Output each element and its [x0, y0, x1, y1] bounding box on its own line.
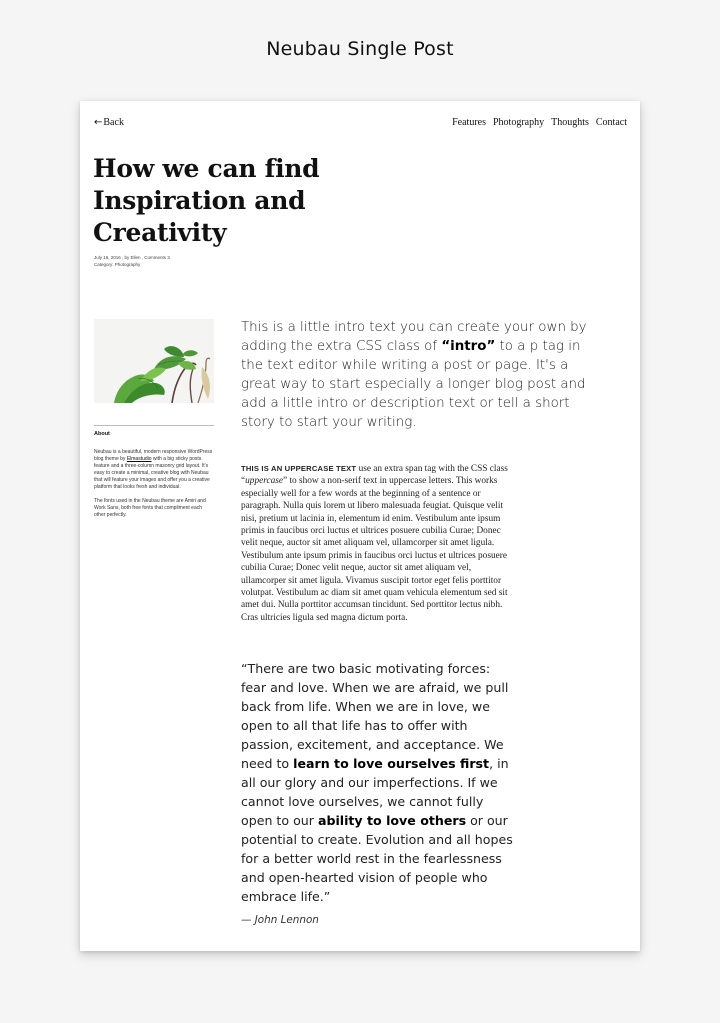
- nav-item-features[interactable]: Features: [452, 117, 486, 128]
- about-text: [94, 449, 214, 491]
- intro-text: This is a little intro text you can create your own by adding the extra CSS class of: [241, 320, 587, 354]
- body-paragraph: [241, 463, 513, 624]
- about-text-part: with a big sticky posts feature and a three-column masonry grid layout. It's easy to create a minimal, creative blog with Neubau that will feature your images and offer you a creative platform that looks fresh and individual.: [94, 456, 210, 490]
- body-text-part: ” to show a non-serif text in uppercase letters. This works especially well for a few words at the beginning of a sentence or paragraph. Nulla quis lorem ut libero malesuada feugiat. Quisque velit nisi, pretium ut lacinia in, elementum id enim. Vestibulum ante ipsum primis in faucibus orci luctus et ultrices posuere cubilia Curae; Donec velit neque, auctor sit amet aliquam vel, ullamcorper sit amet ligula. Vestibulum ante ipsum primis in faucibus orci luctus et ultrices posuere cubilia Curae; Donec velit neque, auctor sit amet aliquam vel, ullamcorper sit amet ligula. Vivamus suscipit tortor eget felis porttitor volutpat. Vestibulum ac diam sit amet quam vehicula elementum sed sit amet dui. Nulla porttitor accumsan tincidunt. Sed porttitor lectus nibh. Cras ultricies ligula sed magna dictum porta.: [241, 476, 508, 623]
- elmastudio-link[interactable]: Elmastudio: [126, 456, 152, 462]
- body-italic-text: uppercase: [245, 476, 284, 487]
- back-label: Back: [103, 117, 124, 128]
- uppercase-lead: THIS IS AN UPPERCASE TEXT: [241, 464, 357, 473]
- sidebar: [94, 319, 214, 519]
- quote-text: , in all our glory and our imperfections. If we cannot love ourselves, we cannot fully open to our: [241, 756, 509, 828]
- top-navigation-bar: [94, 117, 627, 131]
- about-text-part: Neubau is a beautiful, modern responsive WordPress blog theme by: [94, 449, 213, 462]
- intro-text: to a p tag in the text editor while writing a post or page. It's a great way to start especially a longer blog post and add a little intro or description text or tell a short story to start your writing.: [241, 339, 586, 430]
- post-title-line: How we can find: [93, 154, 320, 183]
- post-meta-date-author: July 16, 2016 , by Ellen , Comments 3: [94, 255, 170, 260]
- post-card: [80, 101, 640, 951]
- main-menu: [452, 117, 627, 128]
- fonts-text: The fonts used in the Neubau theme are Amiri and Work Sans, both free fonts that compliment each other perfectly.: [94, 498, 206, 518]
- back-link[interactable]: [94, 117, 124, 128]
- blockquote: [241, 659, 517, 906]
- left-arrow-icon: ←: [94, 117, 103, 128]
- nav-item-contact[interactable]: Contact: [595, 117, 627, 128]
- post-meta-category: Category: Photography: [94, 262, 141, 267]
- quote-text: or our potential to create. Evolution and all hopes for a better world rest in the fearlessness and open-hearted vision of people who embrace life.”: [241, 813, 513, 904]
- plant-leaves-image: [94, 319, 214, 403]
- sidebar-divider: [94, 425, 214, 426]
- post-title-line: Creativity: [93, 218, 227, 247]
- post-title: [93, 153, 353, 249]
- quote-text: “There are two basic motivating forces: fear and love. When we are afraid, we pull back from life. When we are in love, we open to all that life has to offer with passion, excitement, and acceptance. We need to: [241, 661, 509, 771]
- intro-bold-text: “intro”: [441, 339, 496, 354]
- quote-bold-text: ability to love others: [317, 813, 467, 828]
- about-heading: About: [94, 431, 110, 437]
- showcase-title: Neubau Single Post: [266, 38, 454, 60]
- intro-paragraph: [241, 318, 603, 432]
- nav-item-photography[interactable]: Photography: [493, 117, 545, 128]
- quote-bold-text: learn to love ourselves first: [293, 756, 490, 771]
- body-text-part: use an extra span tag with the CSS class “: [241, 464, 508, 487]
- post-meta: [94, 254, 170, 268]
- post-title-line: Inspiration and: [93, 186, 306, 215]
- quote-citation: — John Lennon: [241, 914, 319, 926]
- nav-item-thoughts[interactable]: Thoughts: [551, 117, 589, 128]
